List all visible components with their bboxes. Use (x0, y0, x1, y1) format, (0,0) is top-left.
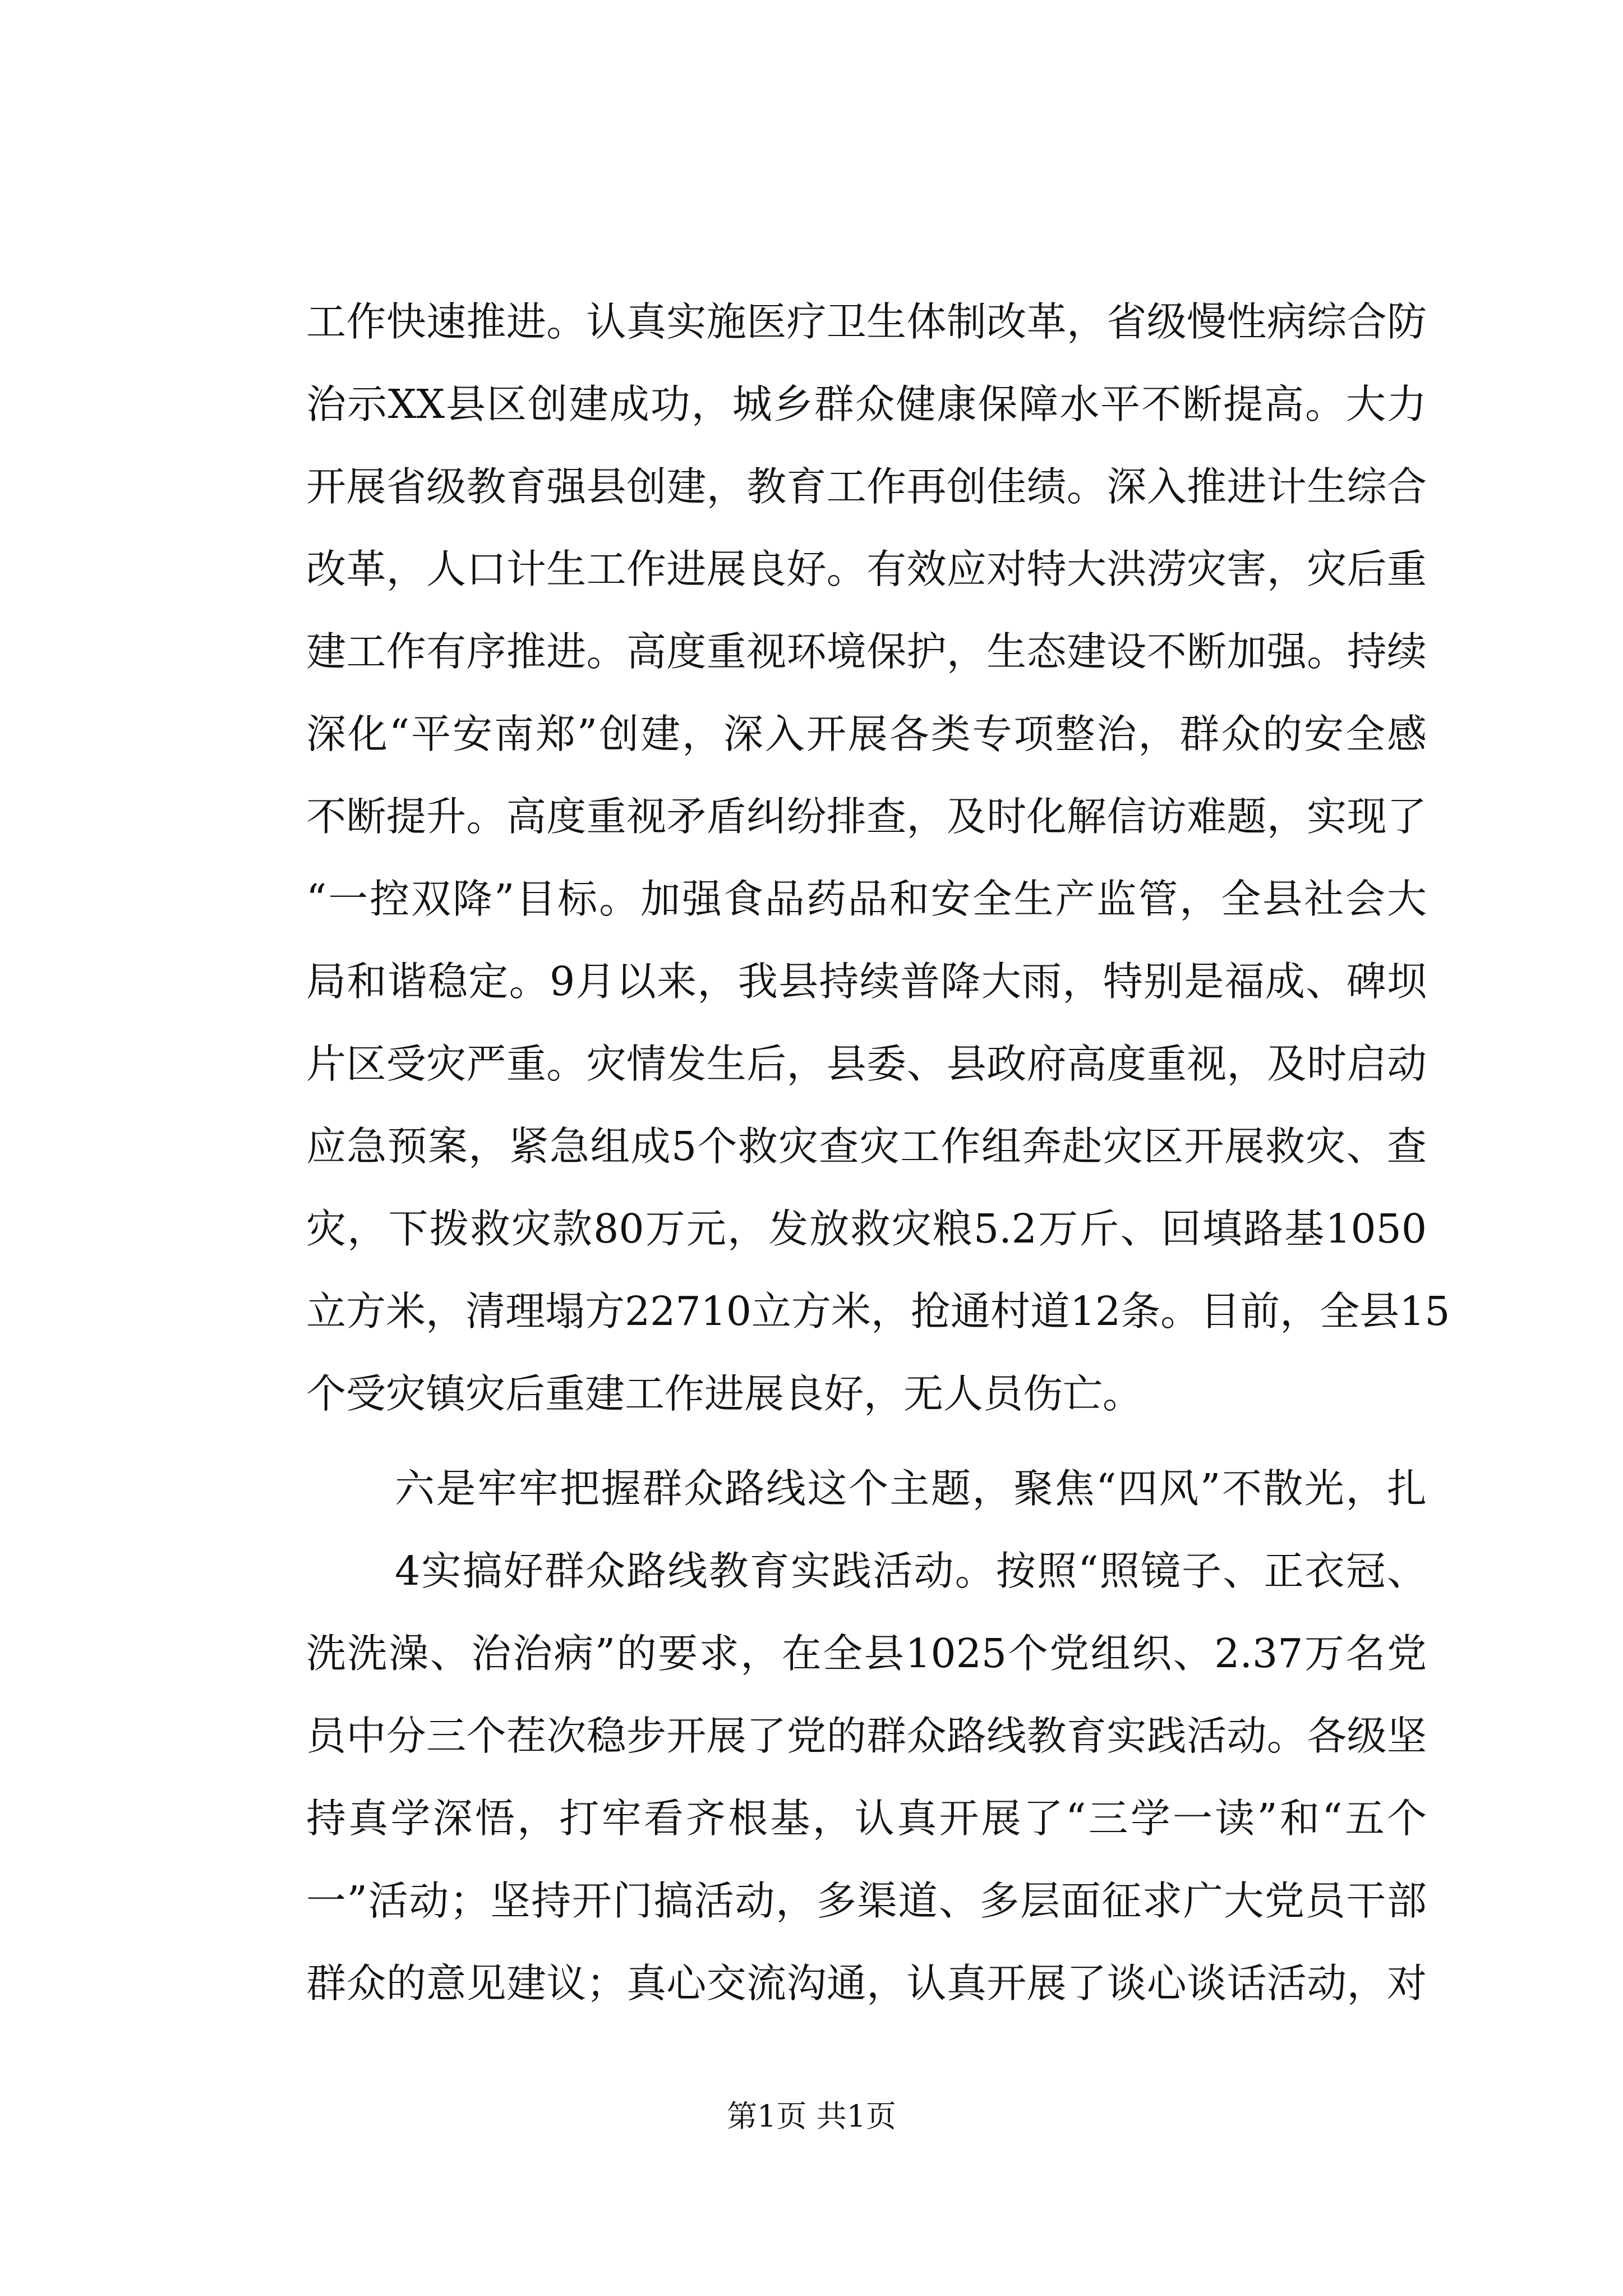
text-line: 治示XX县区创建成功，城乡群众健康保障水平不断提高。大力 (306, 381, 1427, 427)
text-line: 个受灾镇灾后重建工作进展良好，无人员伤亡。 (306, 1370, 1143, 1417)
text-line: 立方米，清理塌方22710立方米，抢通村道12条。目前，全县15 (306, 1288, 1450, 1335)
text-line: 员中分三个茬次稳步开展了党的群众路线教育实践活动。各级坚 (306, 1713, 1427, 1759)
text-line: 灾，下拨救灾款80万元，发放救灾粮5.2万斤、回填路基1050 (306, 1205, 1427, 1252)
text-line: 群众的意见建议；真心交流沟通，认真开展了谈心谈话活动，对 (306, 1960, 1427, 2007)
text-line: 改革，人口计生工作进展良好。有效应对特大洪涝灾害，灾后重 (306, 546, 1427, 592)
paragraph-first-line: 六是牢牢把握群众路线这个主题，聚焦“四风”不散光，扎 (395, 1465, 1427, 1512)
text-line: 洗洗澡、治治病”的要求，在全县1025个党组织、2.37万名党 (306, 1630, 1427, 1677)
text-line: 建工作有序推进。高度重视环境保护，生态建设不断加强。持续 (306, 628, 1427, 675)
text-line: 工作快速推进。认真实施医疗卫生体制改革，省级慢性病综合防 (306, 298, 1427, 345)
text-line: 一”活动；坚持开门搞活动，多渠道、多层面征求广大党员干部 (306, 1878, 1427, 1924)
text-line: 开展省级教育强县创建，教育工作再创佳绩。深入推进计生综合 (306, 463, 1427, 510)
text-line: 4实搞好群众路线教育实践活动。按照“照镜子、正衣冠、 (395, 1548, 1427, 1594)
text-line: 局和谐稳定。9月以来，我县持续普降大雨，特别是福成、碑坝 (306, 958, 1427, 1005)
text-line: 不断提升。高度重视矛盾纠纷排查，及时化解信访难题，实现了 (306, 793, 1427, 840)
page-footer: 第1页 共1页 (727, 2099, 896, 2134)
text-line: 持真学深悟，打牢看齐根基，认真开展了“三学一读”和“五个 (306, 1795, 1427, 1842)
text-line: “一控双降”目标。加强食品药品和安全生产监管，全县社会大 (306, 876, 1427, 922)
text-line: 应急预案，紧急组成5个救灾查灾工作组奔赴灾区开展救灾、查 (306, 1123, 1427, 1170)
document-body (306, 280, 1450, 2024)
text-line: 深化“平安南郑”创建，深入开展各类专项整治，群众的安全感 (306, 711, 1427, 757)
text-line: 片区受灾严重。灾情发生后，县委、县政府高度重视，及时启动 (306, 1041, 1427, 1087)
